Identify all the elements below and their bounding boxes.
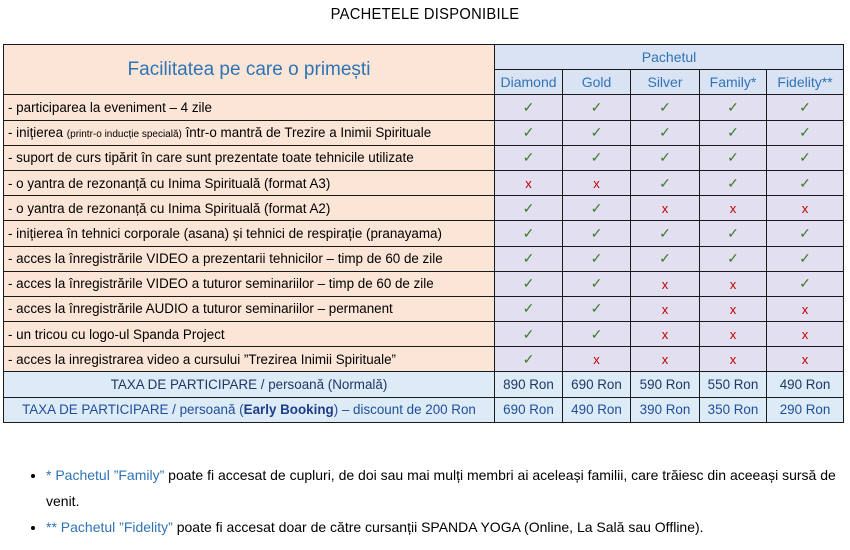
mark-fidelity [767, 246, 844, 271]
check-icon: ✓ [522, 325, 535, 342]
cross-icon: x [801, 301, 809, 317]
mark-fidelity [767, 347, 844, 372]
check-icon: ✓ [799, 98, 811, 115]
mark-diamond [495, 95, 563, 120]
mark-gold [563, 271, 631, 296]
check-icon: ✓ [727, 224, 739, 241]
price-early-label-pre: TAXA DE PARTICIPARE / persoană ( [22, 402, 244, 418]
footnotes [18, 462, 850, 540]
footnote-fidelity-lead: ** Pachetul ”Fidelity” [46, 519, 173, 535]
price-normal-row [4, 372, 844, 397]
mark-fidelity [767, 196, 844, 221]
table-row [4, 145, 844, 170]
feature-label-pre: - inițierea [8, 125, 67, 141]
cross-icon: x [729, 201, 737, 217]
footnote-family-text: poate fi accesat de cupluri, de doi sau mai mulți membri ai aceleași familii, care trăiesc din aceeași sursă de venit. [46, 467, 836, 509]
mark-gold [563, 322, 631, 347]
table-row [4, 95, 844, 120]
check-icon: ✓ [522, 224, 535, 241]
price-early-fidelity: 290 Ron [767, 397, 844, 422]
mark-silver [631, 221, 700, 246]
mark-fidelity [767, 120, 844, 145]
check-icon: ✓ [590, 250, 603, 267]
mark-gold [563, 347, 631, 372]
feature-label: - un tricou cu logo-ul Spanda Project [4, 322, 495, 347]
check-icon: ✓ [522, 250, 535, 267]
mark-silver [631, 246, 700, 271]
mark-family [700, 170, 767, 195]
check-icon: ✓ [659, 149, 671, 166]
feature-label [4, 120, 495, 145]
mark-gold [563, 120, 631, 145]
mark-silver [631, 322, 700, 347]
table-row [4, 221, 844, 246]
cross-icon: x [661, 327, 669, 343]
mark-silver [631, 347, 700, 372]
price-early-label [4, 397, 495, 422]
price-early-family: 350 Ron [700, 397, 767, 422]
mark-fidelity [767, 170, 844, 195]
feature-rows [4, 95, 844, 372]
package-group-header: Pachetul [495, 45, 844, 70]
cross-icon: x [729, 352, 737, 368]
check-icon: ✓ [659, 98, 671, 115]
footnote-family-lead: * Pachetul ”Family” [46, 467, 165, 483]
table-row [4, 296, 844, 321]
package-header-diamond: Diamond [495, 70, 563, 95]
check-icon: ✓ [590, 325, 603, 342]
mark-gold [563, 221, 631, 246]
mark-silver [631, 196, 700, 221]
mark-family [700, 347, 767, 372]
table-row [4, 170, 844, 195]
table-row [4, 196, 844, 221]
check-icon: ✓ [659, 174, 671, 191]
check-icon: ✓ [522, 199, 535, 216]
feature-label-post: într-o mantră de Trezire a Inimii Spirituale [181, 125, 432, 141]
check-icon: ✓ [659, 224, 671, 241]
footnote-fidelity [46, 514, 850, 540]
mark-diamond [495, 221, 563, 246]
page-title: PACHETELE DISPONIBILE [330, 6, 520, 23]
price-early-silver: 390 Ron [631, 397, 700, 422]
feature-label: - acces la inregistrarea video a cursului ”Trezirea Inimii Spirituale” [4, 347, 495, 372]
check-icon: ✓ [799, 149, 811, 166]
mark-silver [631, 145, 700, 170]
mark-diamond [495, 347, 563, 372]
mark-gold [563, 296, 631, 321]
check-icon: ✓ [590, 149, 603, 166]
package-header-family: Family* [700, 70, 767, 95]
feature-label: - acces la înregistrările AUDIO a tuturor seminariilor – permanent [4, 296, 495, 321]
check-icon: ✓ [590, 300, 603, 317]
table-row [4, 120, 844, 145]
cross-icon: x [729, 276, 737, 292]
check-icon: ✓ [727, 250, 739, 267]
price-normal-family: 550 Ron [700, 372, 767, 397]
mark-silver [631, 296, 700, 321]
mark-silver [631, 95, 700, 120]
feature-column-header: Facilitatea pe care o primești [4, 45, 495, 95]
mark-gold [563, 170, 631, 195]
feature-label: - participarea la eveniment – 4 zile [4, 95, 495, 120]
mark-diamond [495, 170, 563, 195]
price-normal-diamond: 890 Ron [495, 372, 563, 397]
feature-label: - o yantra de rezonanță cu Inima Spirituală (format A2) [4, 196, 495, 221]
mark-fidelity [767, 95, 844, 120]
table-row [4, 271, 844, 296]
cross-icon: x [801, 327, 809, 343]
mark-family [700, 271, 767, 296]
mark-gold [563, 95, 631, 120]
check-icon: ✓ [522, 350, 535, 367]
mark-diamond [495, 271, 563, 296]
feature-label: - suport de curs tipărit în care sunt prezentate toate tehnicile utilizate [4, 145, 495, 170]
package-header-fidelity: Fidelity** [767, 70, 844, 95]
mark-family [700, 196, 767, 221]
mark-fidelity [767, 322, 844, 347]
price-early-diamond: 690 Ron [495, 397, 563, 422]
cross-icon: x [729, 301, 737, 317]
cross-icon: x [525, 176, 532, 192]
mark-gold [563, 145, 631, 170]
cross-icon: x [661, 276, 669, 292]
check-icon: ✓ [799, 275, 811, 292]
package-header-silver: Silver [631, 70, 700, 95]
mark-family [700, 322, 767, 347]
cross-icon: x [661, 352, 669, 368]
mark-fidelity [767, 145, 844, 170]
mark-fidelity [767, 296, 844, 321]
table-row [4, 347, 844, 372]
check-icon: ✓ [799, 250, 811, 267]
check-icon: ✓ [727, 98, 739, 115]
cross-icon: x [661, 201, 669, 217]
check-icon: ✓ [522, 300, 535, 317]
mark-silver [631, 271, 700, 296]
mark-family [700, 95, 767, 120]
check-icon: ✓ [727, 149, 739, 166]
feature-label: - o yantra de rezonanță cu Inima Spirituală (format A3) [4, 170, 495, 195]
price-normal-label: TAXA DE PARTICIPARE / persoană (Normală) [4, 372, 495, 397]
check-icon: ✓ [590, 98, 603, 115]
mark-diamond [495, 322, 563, 347]
check-icon: ✓ [659, 124, 671, 141]
mark-diamond [495, 120, 563, 145]
check-icon: ✓ [522, 98, 535, 115]
price-early-label-post: ) – discount de 200 Ron [333, 402, 476, 418]
cross-icon: x [729, 327, 737, 343]
check-icon: ✓ [590, 275, 603, 292]
check-icon: ✓ [659, 250, 671, 267]
table-row [4, 246, 844, 271]
feature-label: - acces la înregistrările VIDEO a prezentarii tehnicilor – timp de 60 de zile [4, 246, 495, 271]
check-icon: ✓ [522, 149, 535, 166]
check-icon: ✓ [799, 224, 811, 241]
check-icon: ✓ [522, 275, 535, 292]
feature-label: - acces la înregistrările VIDEO a tuturor seminariilor – timp de 60 de zile [4, 271, 495, 296]
check-icon: ✓ [727, 174, 739, 191]
mark-silver [631, 170, 700, 195]
footnote-family [46, 462, 850, 514]
feature-label-note: (printr-o inducție specială) [66, 129, 182, 141]
check-icon: ✓ [522, 124, 535, 141]
mark-diamond [495, 196, 563, 221]
cross-icon: x [661, 301, 669, 317]
check-icon: ✓ [590, 199, 603, 216]
feature-label: - inițierea în tehnici corporale (asana) și tehnici de respirație (pranayama) [4, 221, 495, 246]
check-icon: ✓ [799, 174, 811, 191]
mark-gold [563, 246, 631, 271]
mark-silver [631, 120, 700, 145]
price-normal-silver: 590 Ron [631, 372, 700, 397]
packages-table [3, 44, 844, 423]
price-normal-fidelity: 490 Ron [767, 372, 844, 397]
check-icon: ✓ [799, 124, 811, 141]
footnote-fidelity-text: poate fi accesat doar de către cursanții SPANDA YOGA (Online, La Sală sau Offline). [172, 519, 704, 535]
mark-family [700, 145, 767, 170]
mark-diamond [495, 145, 563, 170]
price-early-row [4, 397, 844, 422]
mark-family [700, 296, 767, 321]
price-early-label-bold: Early Booking [243, 402, 334, 418]
check-icon: ✓ [590, 224, 603, 241]
check-icon: ✓ [727, 124, 739, 141]
cross-icon: x [801, 352, 809, 368]
cross-icon: x [801, 201, 809, 217]
cross-icon: x [593, 176, 600, 192]
mark-fidelity [767, 271, 844, 296]
mark-diamond [495, 246, 563, 271]
mark-family [700, 120, 767, 145]
price-normal-gold: 690 Ron [563, 372, 631, 397]
package-header-gold: Gold [563, 70, 631, 95]
mark-gold [563, 196, 631, 221]
price-early-gold: 490 Ron [563, 397, 631, 422]
table-row [4, 322, 844, 347]
mark-diamond [495, 296, 563, 321]
mark-fidelity [767, 221, 844, 246]
cross-icon: x [593, 352, 600, 368]
mark-family [700, 246, 767, 271]
mark-family [700, 221, 767, 246]
check-icon: ✓ [590, 124, 603, 141]
